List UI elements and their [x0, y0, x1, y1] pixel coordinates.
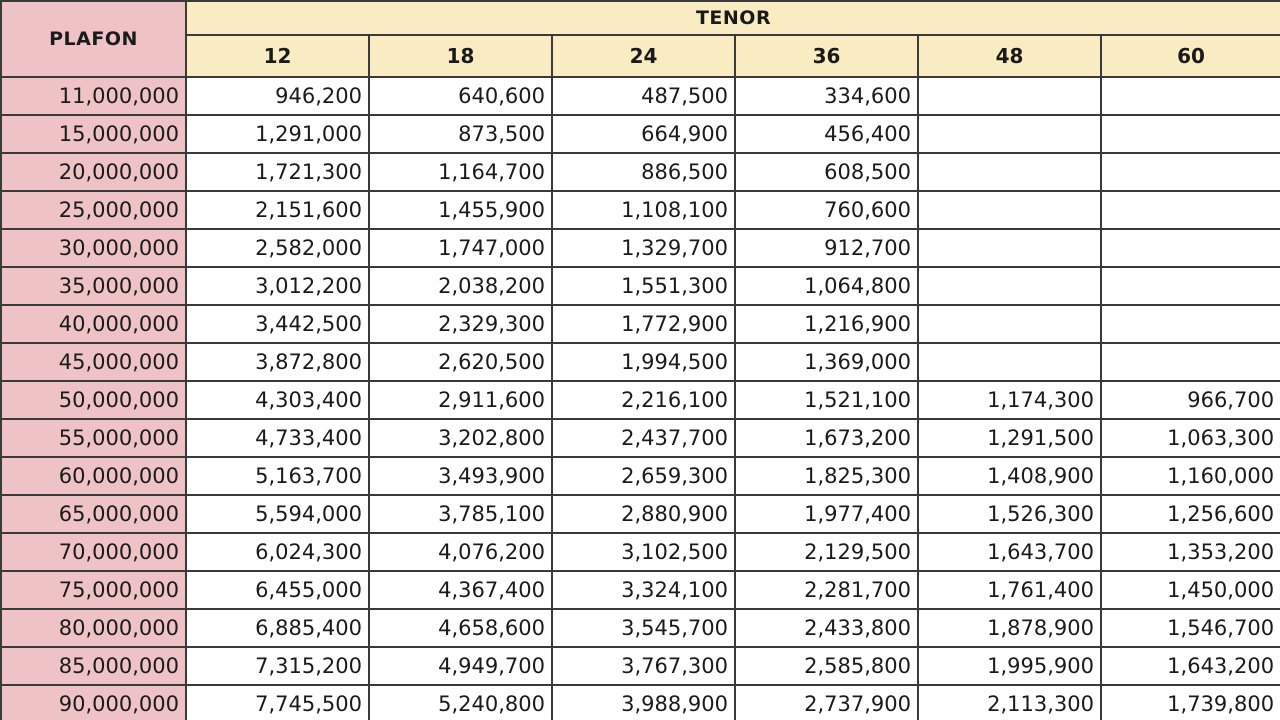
- installment-cell: 1,994,500: [552, 343, 735, 381]
- plafon-cell: 85,000,000: [1, 647, 186, 685]
- plafon-cell: 65,000,000: [1, 495, 186, 533]
- tenor-col-36: 36: [735, 35, 918, 77]
- installment-cell: 3,324,100: [552, 571, 735, 609]
- installment-cell: 2,151,600: [186, 191, 369, 229]
- installment-cell: 886,500: [552, 153, 735, 191]
- installment-cell: 3,785,100: [369, 495, 552, 533]
- installment-cell: 5,163,700: [186, 457, 369, 495]
- installment-cell: 1,216,900: [735, 305, 918, 343]
- installment-cell: 1,772,900: [552, 305, 735, 343]
- table-row: [1, 305, 1280, 343]
- installment-cell: 334,600: [735, 77, 918, 115]
- plafon-cell: 40,000,000: [1, 305, 186, 343]
- installment-cell: 1,064,800: [735, 267, 918, 305]
- plafon-cell: 75,000,000: [1, 571, 186, 609]
- table-header: [1, 1, 1280, 77]
- installment-cell: 1,455,900: [369, 191, 552, 229]
- installment-cell: 2,911,600: [369, 381, 552, 419]
- installment-cell: 1,721,300: [186, 153, 369, 191]
- plafon-cell: 60,000,000: [1, 457, 186, 495]
- table-row: [1, 457, 1280, 495]
- installment-cell: 640,600: [369, 77, 552, 115]
- installment-cell: 1,825,300: [735, 457, 918, 495]
- installment-cell: 1,369,000: [735, 343, 918, 381]
- installment-cell: 1,643,200: [1101, 647, 1280, 685]
- plafon-cell: 35,000,000: [1, 267, 186, 305]
- installment-cell: 1,643,700: [918, 533, 1101, 571]
- installment-cell: 456,400: [735, 115, 918, 153]
- tenor-col-48: 48: [918, 35, 1101, 77]
- installment-cell: [1101, 191, 1280, 229]
- tenor-col-18: 18: [369, 35, 552, 77]
- installment-cell: 3,102,500: [552, 533, 735, 571]
- plafon-cell: 11,000,000: [1, 77, 186, 115]
- installment-cell: [918, 305, 1101, 343]
- installment-cell: 1,878,900: [918, 609, 1101, 647]
- installment-cell: 2,329,300: [369, 305, 552, 343]
- installment-cell: 1,747,000: [369, 229, 552, 267]
- tenor-col-24: 24: [552, 35, 735, 77]
- plafon-cell: 25,000,000: [1, 191, 186, 229]
- installment-cell: 487,500: [552, 77, 735, 115]
- installment-cell: 1,353,200: [1101, 533, 1280, 571]
- installment-cell: [918, 191, 1101, 229]
- header-row-tenor: [1, 1, 1280, 35]
- installment-cell: 760,600: [735, 191, 918, 229]
- installment-cell: [1101, 305, 1280, 343]
- installment-cell: 2,620,500: [369, 343, 552, 381]
- installment-cell: 1,291,000: [186, 115, 369, 153]
- table-row: [1, 609, 1280, 647]
- plafon-cell: 50,000,000: [1, 381, 186, 419]
- installment-cell: [918, 267, 1101, 305]
- tenor-col-60: 60: [1101, 35, 1280, 77]
- installment-cell: 2,433,800: [735, 609, 918, 647]
- installment-cell: [1101, 115, 1280, 153]
- table-row: [1, 191, 1280, 229]
- installment-cell: 1,761,400: [918, 571, 1101, 609]
- installment-cell: 3,202,800: [369, 419, 552, 457]
- installment-cell: 1,160,000: [1101, 457, 1280, 495]
- installment-cell: 1,408,900: [918, 457, 1101, 495]
- installment-cell: 2,585,800: [735, 647, 918, 685]
- table-row: [1, 419, 1280, 457]
- installment-cell: 1,063,300: [1101, 419, 1280, 457]
- plafon-cell: 55,000,000: [1, 419, 186, 457]
- installment-cell: 1,108,100: [552, 191, 735, 229]
- installment-cell: 1,551,300: [552, 267, 735, 305]
- plafon-cell: 30,000,000: [1, 229, 186, 267]
- table-row: [1, 115, 1280, 153]
- installment-cell: 1,977,400: [735, 495, 918, 533]
- installment-cell: 7,745,500: [186, 685, 369, 720]
- table-row: [1, 381, 1280, 419]
- installment-cell: 6,455,000: [186, 571, 369, 609]
- table-row: [1, 77, 1280, 115]
- installment-cell: 3,767,300: [552, 647, 735, 685]
- tenor-col-12: 12: [186, 35, 369, 77]
- installment-cell: 3,872,800: [186, 343, 369, 381]
- installment-cell: 1,450,000: [1101, 571, 1280, 609]
- installment-cell: 7,315,200: [186, 647, 369, 685]
- table-row: [1, 267, 1280, 305]
- installment-cell: 1,995,900: [918, 647, 1101, 685]
- installment-cell: [918, 153, 1101, 191]
- installment-cell: [918, 229, 1101, 267]
- installment-cell: 1,164,700: [369, 153, 552, 191]
- installment-cell: 1,739,800: [1101, 685, 1280, 720]
- installment-cell: 2,659,300: [552, 457, 735, 495]
- installment-cell: 3,442,500: [186, 305, 369, 343]
- installment-cell: [1101, 153, 1280, 191]
- installment-cell: 3,493,900: [369, 457, 552, 495]
- plafon-cell: 20,000,000: [1, 153, 186, 191]
- installment-cell: 1,256,600: [1101, 495, 1280, 533]
- plafon-cell: 90,000,000: [1, 685, 186, 720]
- installment-cell: 3,012,200: [186, 267, 369, 305]
- installment-cell: 2,113,300: [918, 685, 1101, 720]
- installment-cell: 2,737,900: [735, 685, 918, 720]
- installment-cell: [1101, 343, 1280, 381]
- installment-cell: 4,733,400: [186, 419, 369, 457]
- installment-cell: 664,900: [552, 115, 735, 153]
- table-row: [1, 343, 1280, 381]
- table-body: [1, 77, 1280, 720]
- installment-cell: 6,024,300: [186, 533, 369, 571]
- installment-cell: [1101, 267, 1280, 305]
- plafon-cell: 70,000,000: [1, 533, 186, 571]
- table-row: [1, 495, 1280, 533]
- installment-cell: 5,240,800: [369, 685, 552, 720]
- installment-cell: 1,521,100: [735, 381, 918, 419]
- installment-cell: 4,367,400: [369, 571, 552, 609]
- table-row: [1, 571, 1280, 609]
- installment-cell: 912,700: [735, 229, 918, 267]
- plafon-cell: 15,000,000: [1, 115, 186, 153]
- installment-cell: 3,545,700: [552, 609, 735, 647]
- installment-cell: 2,038,200: [369, 267, 552, 305]
- plafon-cell: 80,000,000: [1, 609, 186, 647]
- installment-cell: [918, 343, 1101, 381]
- installment-cell: 1,526,300: [918, 495, 1101, 533]
- plafon-cell: 45,000,000: [1, 343, 186, 381]
- installment-cell: 1,174,300: [918, 381, 1101, 419]
- installment-cell: 3,988,900: [552, 685, 735, 720]
- installment-cell: 2,281,700: [735, 571, 918, 609]
- installment-cell: 4,303,400: [186, 381, 369, 419]
- installment-cell: 946,200: [186, 77, 369, 115]
- installment-cell: 1,546,700: [1101, 609, 1280, 647]
- table-row: [1, 229, 1280, 267]
- installment-cell: 2,129,500: [735, 533, 918, 571]
- installment-cell: 1,673,200: [735, 419, 918, 457]
- installment-cell: 2,216,100: [552, 381, 735, 419]
- installment-cell: 2,880,900: [552, 495, 735, 533]
- installment-cell: 4,076,200: [369, 533, 552, 571]
- installment-cell: 5,594,000: [186, 495, 369, 533]
- installment-cell: [1101, 229, 1280, 267]
- installment-cell: 873,500: [369, 115, 552, 153]
- installment-cell: 6,885,400: [186, 609, 369, 647]
- installment-cell: [918, 115, 1101, 153]
- installment-cell: 608,500: [735, 153, 918, 191]
- table-row: [1, 533, 1280, 571]
- installment-cell: 966,700: [1101, 381, 1280, 419]
- plafon-header: PLAFON: [1, 1, 186, 77]
- tenor-header: TENOR: [186, 1, 1280, 35]
- installment-cell: 1,291,500: [918, 419, 1101, 457]
- table-row: [1, 153, 1280, 191]
- installment-cell: 2,437,700: [552, 419, 735, 457]
- installment-cell: 2,582,000: [186, 229, 369, 267]
- installment-cell: 4,949,700: [369, 647, 552, 685]
- installment-cell: 1,329,700: [552, 229, 735, 267]
- table-row: [1, 685, 1280, 720]
- installment-cell: [1101, 77, 1280, 115]
- installment-cell: [918, 77, 1101, 115]
- installment-cell: 4,658,600: [369, 609, 552, 647]
- header-row-tenor-columns: [1, 35, 1280, 77]
- table-row: [1, 647, 1280, 685]
